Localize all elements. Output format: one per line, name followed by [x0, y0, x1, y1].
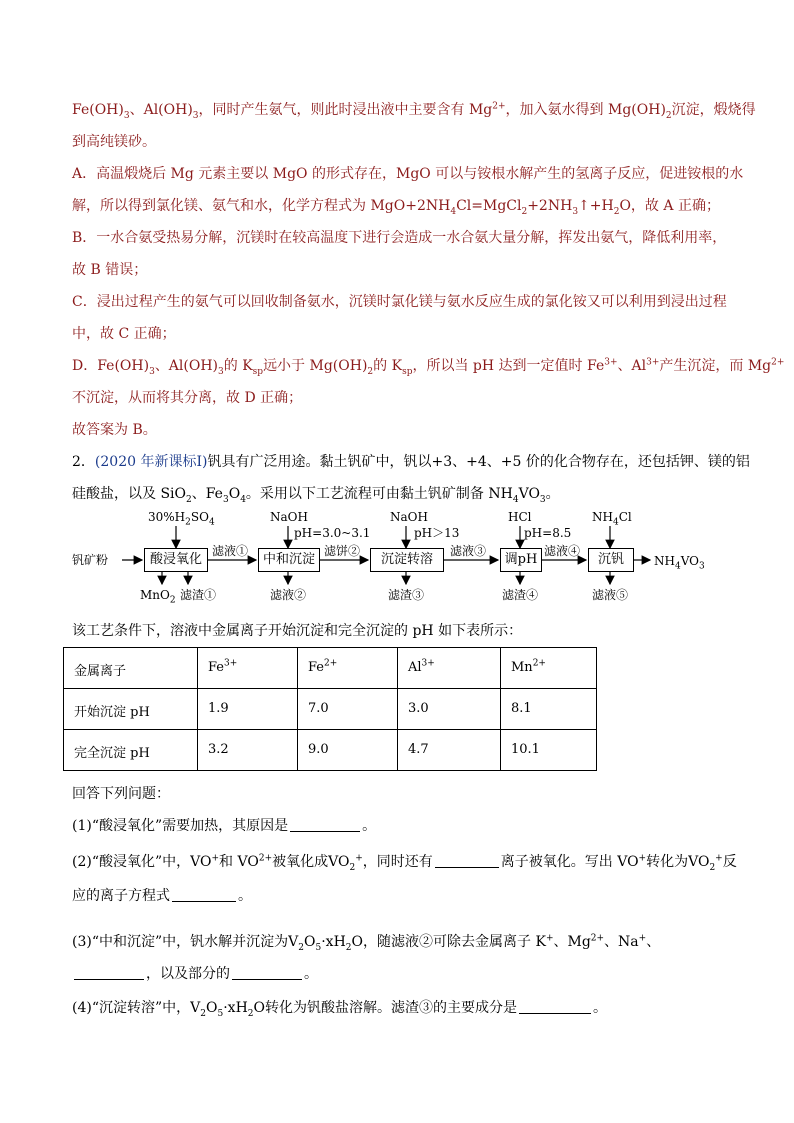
question-source: (2020 年新课标Ⅰ) — [94, 454, 208, 470]
byproduct-label: 滤渣① — [180, 588, 217, 602]
table-row — [64, 689, 597, 730]
table-header-row — [64, 648, 597, 689]
condition-ph: pH＞13 — [414, 526, 460, 540]
sub-question-2: (2)“酸浸氧化”中，VO+和 $VO^{2+}$被氧化成$VO_2^+$，同时还有 离子被氧化。写出 VO+转化为$VO_2^+$反 — [72, 853, 737, 873]
table-row — [64, 730, 597, 771]
step-adjust-ph: 调pH — [500, 548, 542, 572]
option-c-line: C．浸出过程产生的氨气可以回收制备氨水，沉镁时氯化镁与氨水反应生成的氯化铵又可以利用到浸出过程 — [72, 294, 727, 310]
sub-question-4: (4)“沉淀转溶”中，$V_2O_5\cdot xH_2O$转化为钒酸盐溶解。滤渣③的主要成分是 。 — [72, 1000, 608, 1019]
reagent-nh4cl: $NH_4Cl$ — [592, 510, 632, 528]
step-acid-leach-oxidation: 酸浸氧化 — [144, 548, 208, 572]
table-cell: 3.0 — [398, 689, 501, 730]
answer-blank[interactable] — [435, 853, 499, 868]
reagent-hcl: HCl — [508, 510, 532, 524]
question-stem: 2．(2020 年新课标Ⅰ)钒具有广泛用途。黏土钒矿中，钒以+3、+4、+5 价的化合物存在，还包括钾、镁的铝 — [72, 454, 750, 470]
metal-ion-ph-table — [63, 647, 597, 771]
stream-label: 滤液① — [212, 544, 249, 558]
table-cell: $Fe^{2+}$ — [298, 648, 398, 689]
table-cell: $Al^{3+}$ — [398, 648, 501, 689]
reagent-naoh: NaOH — [270, 510, 308, 524]
final-product: $NH_4VO_3$ — [654, 554, 705, 572]
table-cell: 9.0 — [298, 730, 398, 771]
table-cell: 8.1 — [501, 689, 597, 730]
questions-intro: 回答下列问题： — [72, 786, 170, 802]
answer-blank[interactable] — [290, 817, 360, 832]
table-cell: 1.9 — [198, 689, 298, 730]
table-cell: $Mn^{2+}$ — [501, 648, 597, 689]
table-cell: $Fe^{3+}$ — [198, 648, 298, 689]
option-b-line: B．一水合氨受热易分解，沉镁时在较高温度下进行会造成一水合氨大量分解，挥发出氨气，降低利用率， — [72, 230, 727, 246]
question-stem: 硅酸盐，以及 SiO$_2$、$Fe_3O_4$。采用以下工艺流程可由黏土钒矿制备 $NH_4VO_3$。 — [72, 486, 560, 505]
answer-blank[interactable] — [519, 999, 591, 1014]
stream-label: 滤液④ — [544, 544, 581, 558]
sub-question-3: (3)“中和沉淀”中，钒水解并沉淀为$V_2O_5\cdot xH_2O$，随滤液②可除去金属离子 K+、$Mg^{2+}$、Na+、 — [72, 933, 661, 953]
step-precipitate-dissolve: 沉淀转溶 — [370, 548, 444, 572]
analysis-line: 到高纯镁砂。 — [72, 134, 156, 150]
table-cell: 7.0 — [298, 689, 398, 730]
table-cell: 完全沉淀 pH — [64, 730, 198, 771]
byproduct-label: 滤液② — [270, 588, 307, 602]
answer-blank[interactable] — [172, 887, 236, 902]
byproduct-label: 滤渣④ — [502, 588, 539, 602]
table-cell: 金属离子 — [64, 648, 198, 689]
answer-blank[interactable] — [74, 965, 144, 980]
table-cell: 4.7 — [398, 730, 501, 771]
process-flow-diagram — [72, 506, 732, 610]
table-cell: 开始沉淀 pH — [64, 689, 198, 730]
step-neutralize-precipitate: 中和沉淀 — [258, 548, 320, 572]
byproduct-mno2: MnO$_2$ — [140, 588, 176, 606]
option-c-line: 中，故 C 正确； — [72, 326, 176, 342]
step-vanadium-precipitation: 沉钒 — [588, 548, 634, 572]
byproduct-label: 滤液⑤ — [592, 588, 629, 602]
answer-blank[interactable] — [232, 965, 302, 980]
reagent-naoh: NaOH — [390, 510, 428, 524]
stream-label: 滤饼② — [324, 544, 361, 558]
table-cell: 3.2 — [198, 730, 298, 771]
byproduct-label: 滤渣③ — [388, 588, 425, 602]
stream-label: 滤液③ — [450, 544, 487, 558]
option-b-line: 故 B 错误； — [72, 262, 148, 278]
table-intro: 该工艺条件下，溶液中金属离子开始沉淀和完全沉淀的 pH 如下表所示： — [72, 623, 523, 639]
reagent-h2so4: $30\%H_2SO_4$ — [148, 510, 215, 528]
table-cell: 10.1 — [501, 730, 597, 771]
analysis-line: $Fe(OH)_3$、$Al(OH)_3$，同时产生氨气，则此时浸出液中主要含有 $Mg^{2+}$，加入氨水得到 $Mg(OH)_2$沉淀，煅烧得 — [72, 101, 756, 121]
sub-question-1: (1)“酸浸氧化”需要加热，其原因是 。 — [72, 818, 377, 834]
option-d-line: 不沉淀，从而将其分离，故 D 正确； — [72, 390, 303, 406]
option-d-line: D．$Fe(OH)_3$、$Al(OH)_3$的 $K_{sp}$远小于 $Mg(OH)_2$的 $K_{sp}$，所以当 pH 达到一定值时 $Fe^{3+}$、$Al^{3+}$产生沉淀，而 $Mg^{2+}$ — [72, 357, 785, 377]
condition-ph: pH=3.0~3.1 — [294, 526, 371, 540]
answer-line: 故答案为 B。 — [72, 422, 157, 438]
sub-question-3: ，以及部分的 。 — [72, 964, 318, 984]
start-material: 钒矿粉 — [72, 553, 109, 567]
option-a-line: A．高温煅烧后 Mg 元素主要以 MgO 的形式存在，MgO 可以与铵根水解产生的氢离子反应，促进铵根的水 — [72, 166, 744, 182]
sub-question-2: 应的离子方程式 。 — [72, 888, 252, 904]
option-a-line: 解，所以得到氯化镁、氨气和水，化学方程式为 $MgO+2NH_4Cl=MgCl_2+2NH_3↑+H_2O$，故 A 正确； — [72, 198, 720, 217]
condition-ph: pH=8.5 — [524, 526, 572, 540]
